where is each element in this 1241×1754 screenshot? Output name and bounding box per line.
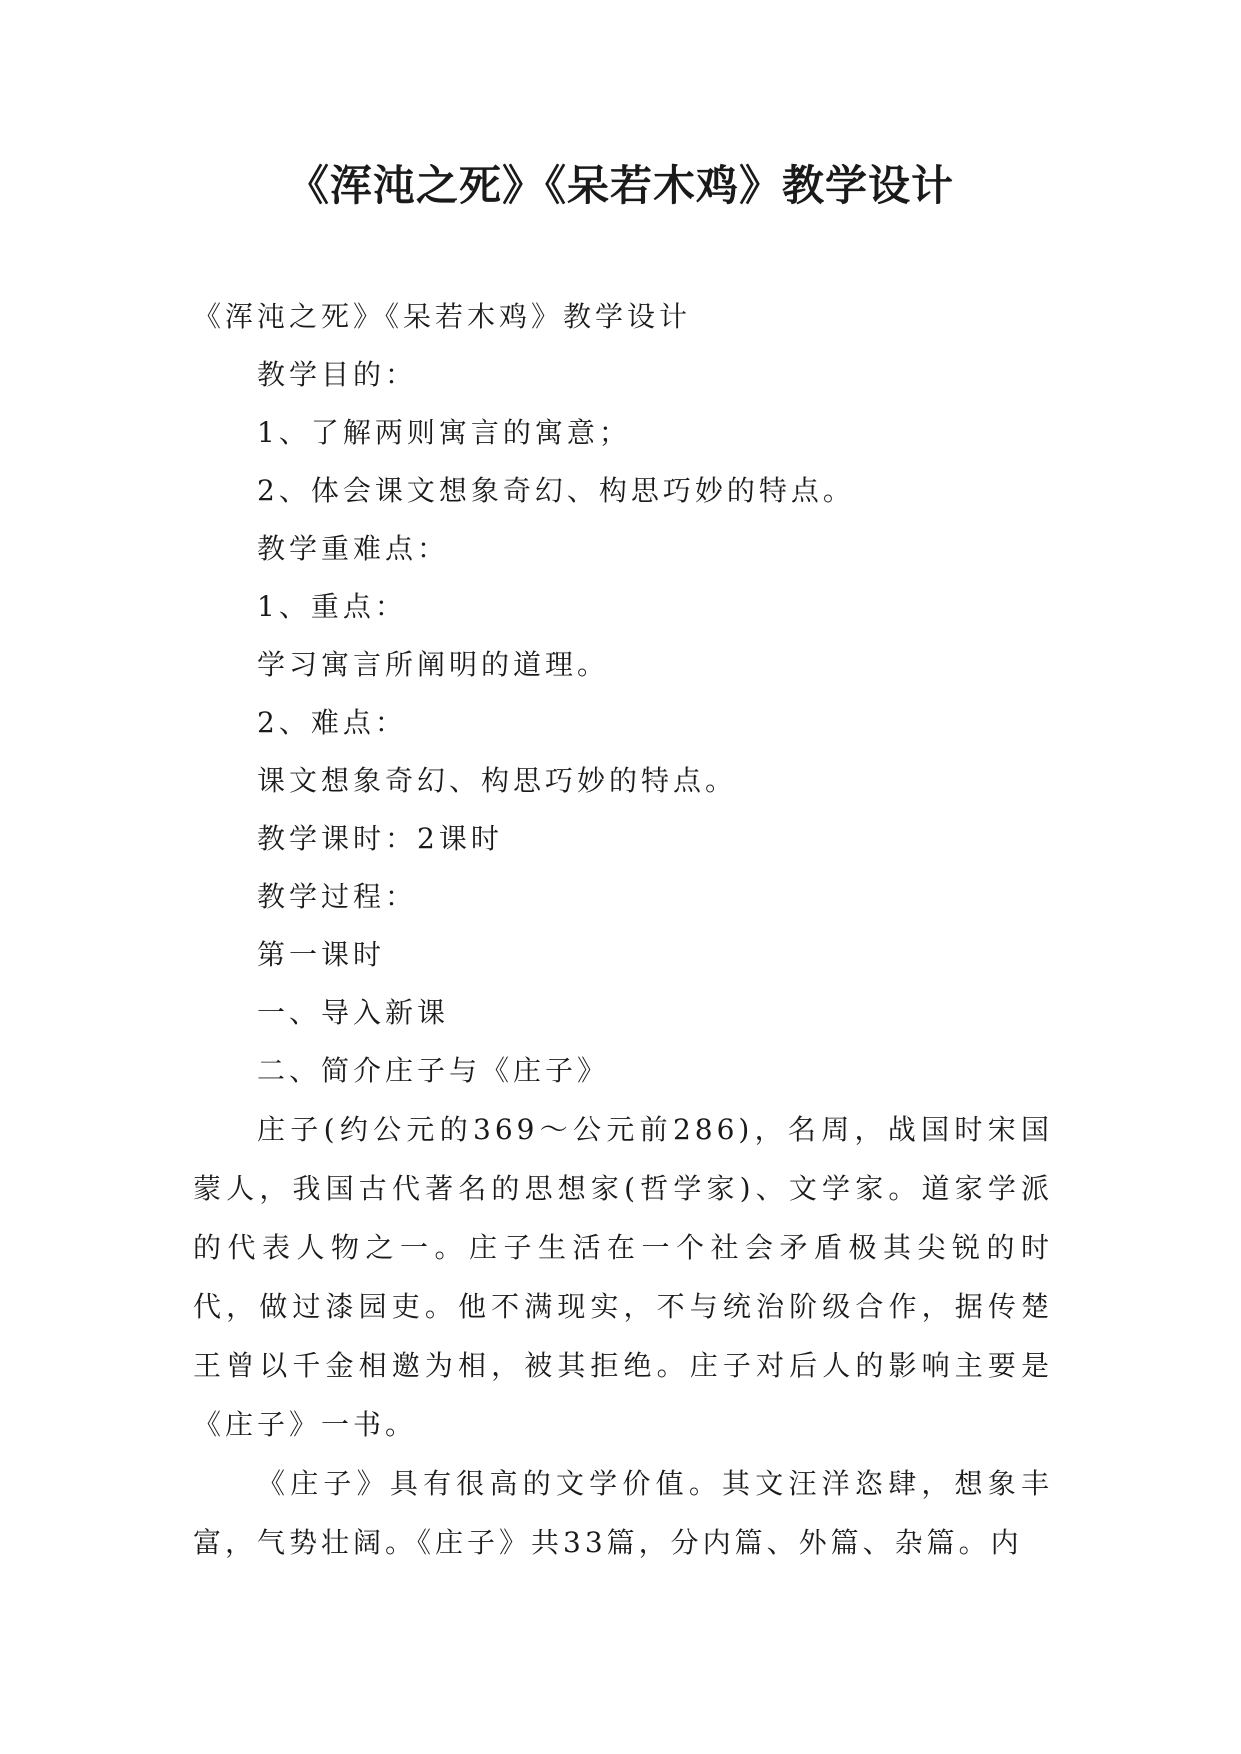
class-hours: 教学课时：2课时 bbox=[257, 822, 503, 855]
section-heading-objectives: 教学目的： bbox=[257, 358, 418, 391]
paragraph-zhuangzi-book: 《庄子》具有很高的文学价值。其文汪洋恣肆，想象丰富，气势壮阔。《庄子》共33篇，分内篇、外篇、杂篇。内 bbox=[193, 1467, 1053, 1559]
difficulty-text: 课文想象奇幻、构思巧妙的特点。 bbox=[257, 764, 738, 797]
document-body bbox=[193, 288, 1053, 1572]
section-heading-key-points: 教学重难点： bbox=[257, 532, 450, 565]
objective-item: 1、了解两则寓言的寓意； bbox=[257, 416, 631, 449]
subtitle-line: 《浑沌之死》《呆若木鸡》教学设计 bbox=[193, 300, 692, 333]
section-heading-process: 教学过程： bbox=[257, 880, 418, 913]
key-point-text: 学习寓言所阐明的道理。 bbox=[257, 648, 610, 681]
lesson-heading: 第一课时 bbox=[257, 938, 386, 971]
objective-item: 2、体会课文想象奇幻、构思巧妙的特点。 bbox=[257, 474, 855, 507]
difficulty-label: 2、难点： bbox=[257, 706, 407, 739]
document-title: 《浑沌之死》《呆若木鸡》教学设计 bbox=[286, 161, 954, 210]
key-point-label: 1、重点： bbox=[257, 590, 407, 623]
step-heading: 二、简介庄子与《庄子》 bbox=[257, 1054, 610, 1087]
step-heading: 一、导入新课 bbox=[257, 996, 450, 1029]
paragraph-zhuangzi-bio: 庄子(约公元的369～公元前286)，名周，战国时宋国蒙人，我国古代著名的思想家(哲学家)、文学家。道家学派的代表人物之一。庄子生活在一个社会矛盾极其尖锐的时代，做过漆园吏。他不满现实，不与统治阶级合作，据传楚王曾以千金相邀为相，被其拒绝。庄子对后人的影响主要是《庄子》一书。 bbox=[193, 1113, 1053, 1441]
